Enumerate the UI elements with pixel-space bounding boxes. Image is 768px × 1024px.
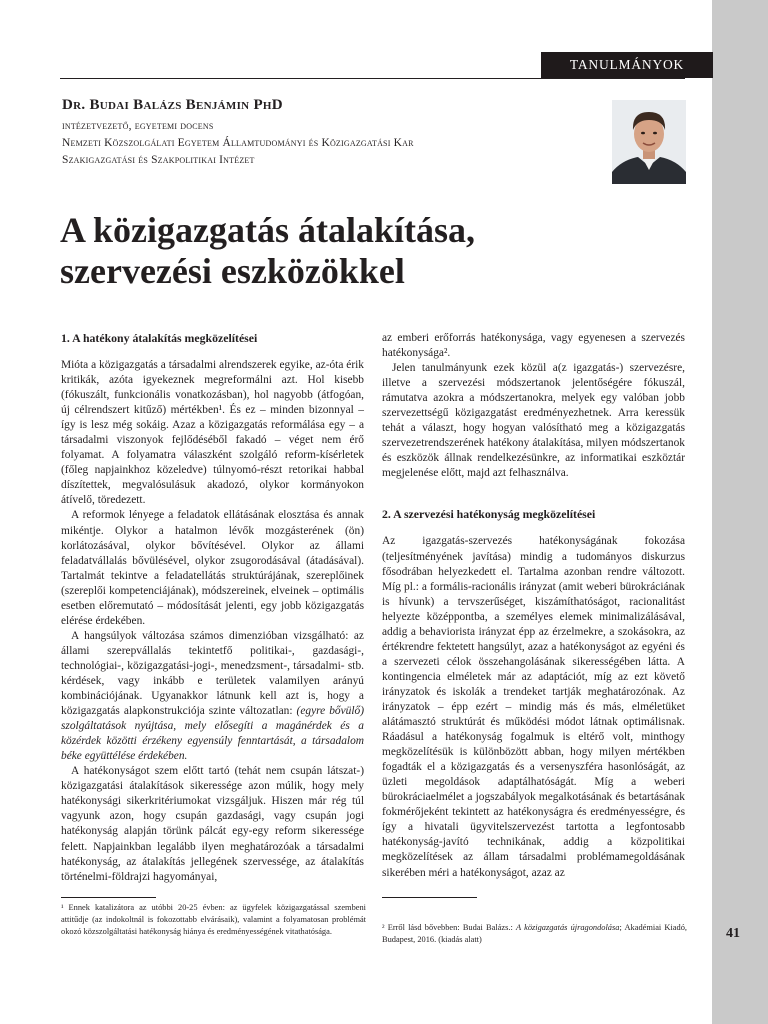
section-heading-1: 1. A hatékony átalakítás megközelítései	[61, 331, 258, 345]
right-paragraph-3: Az igazgatás-szervezés hatékonyságának fokozása (teljesítményének javítása) mindig a tudományos diskurzus fősodrában helyezkedett el. Tartalma azonban rendre változott. Míg pl.: a formális-racionális irányzat (amit weberi bürokráciának is hívunk) a tervszerűséget, kiszámíthatóságot, racionalitást helyezte középpontba, a személyes elemek minimalizálásával, addig a behaviorista irányzat épp az érzelmekre, a szokásokra, az értékrendre fektetett hangsúlyt, azaz a hatékonyságot az egyéni és a szervezeti célok összehangolásának sikerességében látta. A kontingencia elméletek már az adaptációt, míg az ezt követő irányzatok és iskolák a trendeket tartják meghatározónak. Az irányzatok – épp ezért – mindig más és más, elméletüket alátámasztó struktúrát és működési módot látnak optimálisnak. Ráadásul a hatékonyság fogalmuk is eltérő volt, minthogy megközelítésük is különbözött abban, hogy milyen mértékben fogadták el a közigazgatás és a versenyszféra hasonlóságát, az üzleti megoldások adaptálhatóságát. Míg a weberi bürokráciaelmélet a jogszabályok megalkotásának és betartásának fokmérőjeként tekintett az hatékonyságra és eredményességre, és így a hivatali ügyvitelszervezést tartotta a legfontosabb hatékonyság-javító technikának, addig a közpolitikai megközelítések az állam társadalmi problémamegoldásának sikerében méri a hatékonyságot, azaz az	[382, 535, 685, 879]
left-paragraph-1: Mióta a közigazgatás a társadalmi alrendszerek egyike, az-óta érik kritikák, azóta igyekeznek megreformálni azt. Hol kisebb (fókuszált, funkcionális vonatkozásban), hol nagyobb (átfogóan, új célrendszert kitűző) mértékben¹. És ez – minden bizonnyal – így is lesz még sokáig. Azaz a közigazgatás reformálása egy – a társadalmi viszonyok fejlődéséből fakadó – véget nem érő folyamat. A folyamatra válaszként szolgáló reform-kísérletek (főleg napjainkhoz közeledve) túlnyomó-részt retorikai habbal díszítettek, megvalósulásuk akadozó, olykor kormányokon átívelő, töredezett.	[61, 359, 364, 507]
footnote-2-text: ² Erről lásd bővebben: Budai Balázs.:	[382, 923, 516, 932]
footnote-2-book-title: A közigazgatás újragondolása	[515, 923, 620, 932]
right-paragraph-1: az emberi erőforrás hatékonysága, vagy egyenesen a szervezés hatékonysága².	[382, 332, 685, 360]
right-column	[382, 331, 685, 881]
left-paragraph-2: A reformok lényege a feladatok ellátásának elosztása és annak mikéntje. Olykor a hatalmon lévők mozgásterének (ön) korlátozásával, olykor bővítésével. Olykor az állami feladatvállalás bővülésével, olykor zsugorodásával (átadásával). Tartalmát tekintve a feladatellátás struktúrájának, szereplőinek (szereplői kompetenciájának), módszereinek, elveinek – optimális esetben előremutató – módosítását jelenti, egy jobb közigazgatás elérése érdekében.	[61, 509, 364, 627]
author-photo	[612, 100, 686, 184]
header-rule	[60, 78, 685, 79]
author-department: Szakigazgatási és Szakpolitikai Intézet	[62, 154, 255, 166]
section-tag	[541, 52, 713, 78]
left-paragraph-3-italic: (egyre bővülő) szolgáltatások nyújtása, mely elősegíti a magánérdek és a közérdek közötti érzékeny egyensúly fenntartását, a társadalom béke együttélése érdekében.	[61, 705, 364, 763]
section-tag-label: TANULMÁNYOK	[569, 57, 685, 72]
footnote-rule-left	[61, 897, 156, 898]
article-title	[60, 210, 620, 292]
author-institution: Nemzeti Közszolgálati Egyetem Államtudományi és Közigazgatási Kar	[62, 137, 414, 149]
author-name: Dr. Budai Balázs Benjámin PhD	[62, 97, 283, 113]
footnote-rule-right	[382, 897, 477, 898]
title-line-2: szervezési eszközökkel	[60, 251, 405, 291]
footnote-2-publisher: ; Akadémiai Kiadó, Budapest, 2016. (kiadás alatt)	[382, 923, 687, 944]
left-paragraph-3	[61, 629, 364, 764]
section-heading-2: 2. A szervezési hatékonyság megközelítései	[382, 507, 596, 522]
left-paragraph-4: A hatékonyságot szem előtt tartó (tehát nem csupán látszat-) közigazgatási átalakítások sikeressége azon múlik, hogy mely hatékonysági sikerkritériumokat vizsgáljuk. Hiszen már rég túl vagyunk azon, hogy csupán gazdasági, vagy csupán jogi hatékonyság alapján törünk pálcát egy-egy reform sikeressége felett. Napjainkban legalább ilyen meghatározóak a társadalmi hatékonyság, az átalakítás jellegének szervessége, az átalakítás történelmi-földrajzi hagyományai,	[61, 765, 364, 883]
right-paragraph-2: Jelen tanulmányunk ezek közül a(z igazgatás-) szervezésre, illetve a szervezési módszertanok jelentőségére fókuszál, rámutatva azokra a módszertanokra, melyek egy valóban jobb szervezettségű közigazgatást eredményezhetnek. Arra keressük tehát a választ, hogy hogyan valósítható meg a közigazgatás szervezetrendszerének hatékony átalakítása, milyen módszertanok és eszközök állnak rendelkezésünkre, az informatikai eszköztár megjelenése előtt, majd azt felhasználva.	[382, 362, 685, 480]
left-column	[61, 331, 364, 885]
footnote-1: ¹ Ennek katalizátora az utóbbi 20-25 évben: az ügyfelek közigazgatással szembeni attitűdje (az indokoltnál is fokozottabb elvárásaik), valamint a folyamatosan problémát okozó közszolgáltatási hatékonyság hiánya és eredményességének vitathatósága.	[61, 903, 366, 936]
author-role: intézetvezető, egyetemi docens	[62, 120, 214, 132]
left-paragraph-3-text: A hangsúlyok változása számos dimenzióban vizsgálható: az állami szerepvállalás tekintetfő politikai-, gazdasági-, technológiai-, közigazgatási-jogi-, menedzsment-, társadalmi- stb. kérdések, vagy inkább e területek valamilyen arányú kombinációjának. Ugyanakkor látnunk kell azt is, hogy a közigazgatás alapkonstrukciója szinte változatlan:	[61, 629, 364, 718]
footnote-2	[382, 922, 687, 946]
title-line-1: A közigazgatás átalakítása,	[60, 210, 476, 250]
page-edge-strip	[712, 0, 768, 1024]
page-number: 41	[726, 926, 740, 941]
